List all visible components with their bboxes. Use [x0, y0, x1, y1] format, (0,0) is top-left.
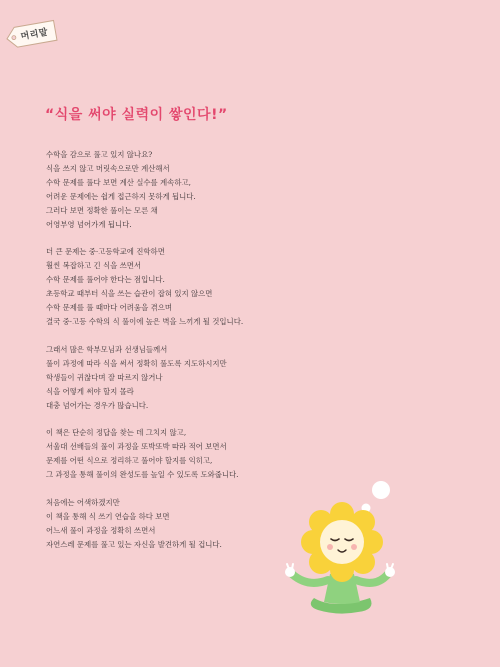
paragraph: [46, 343, 346, 413]
paragraph: [46, 426, 346, 482]
paragraph: [46, 245, 346, 328]
text-line: 풀이 과정에 따라 식을 써서 정확히 풀도록 지도하시지만: [46, 358, 227, 368]
text-line: 수학을 감으로 풀고 있지 않나요?: [46, 150, 153, 159]
text-line: 대충 넘어가는 경우가 많습니다.: [46, 400, 149, 410]
text-line: 서울대 선배들의 풀이 과정을 또박또박 따라 적어 보면서: [46, 442, 227, 452]
page-title: “식을 써야 실력이 쌓인다!”: [45, 107, 228, 123]
text-line: 이 책은 단순히 정답을 찾는 데 그치지 않고,: [46, 428, 187, 438]
text-line: 그래서 많은 학부모님과 선생님들께서: [46, 344, 168, 354]
text-line: 더 큰 문제는 중·고등학교에 진학하면: [46, 247, 165, 257]
text-line: 식을 어떻게 써야 할지 몰라: [46, 386, 134, 396]
text-line: 자연스레 문제를 풀고 있는 자신을 발견하게 될 겁니다.: [46, 539, 222, 549]
preface-tag: [4, 19, 57, 49]
meditating-flower-character-icon: [272, 478, 402, 628]
text-line: 문제를 어떤 식으로 정리하고 풀어야 할지를 익히고,: [46, 456, 213, 466]
text-line: 결국 중·고등 수학의 식 풀이에 높은 벽을 느끼게 될 것입니다.: [46, 316, 244, 326]
text-line: 어려운 문제에는 쉽게 접근하지 못하게 됩니다.: [46, 191, 196, 201]
text-line: 어영부영 넘어가게 됩니다.: [46, 219, 132, 229]
text-line: 이 책을 통해 식 쓰기 연습을 하다 보면: [46, 511, 170, 521]
text-line: 수학 문제를 풀다 보면 계산 실수를 계속하고,: [46, 177, 191, 187]
text-line: 그러다 보면 정확한 풀이는 모른 채: [46, 205, 158, 215]
text-line: 어느새 풀이 과정을 정확히 쓰면서: [46, 525, 156, 535]
text-line: 훨씬 복잡하고 긴 식을 쓰면서: [46, 261, 142, 271]
text-line: 그 과정을 통해 풀이의 완성도를 높일 수 있도록 도와줍니다.: [46, 470, 239, 480]
text-line: 학생들이 귀찮다며 잘 따르지 않거나: [46, 372, 163, 382]
text-line: 수학 문제를 풀어야 한다는 점입니다.: [46, 275, 165, 285]
tag-label: 머리말: [20, 27, 49, 43]
paragraph: [46, 148, 346, 231]
text-line: 처음에는 어색하겠지만: [46, 498, 120, 508]
text-line: 수학 문제를 풀 때마다 어려움을 겪으며: [46, 303, 172, 313]
text-line: 식을 쓰지 않고 머릿속으로만 계산해서: [46, 163, 170, 173]
text-line: 초등학교 때부터 식을 쓰는 습관이 잡혀 있지 않으면: [46, 289, 213, 299]
